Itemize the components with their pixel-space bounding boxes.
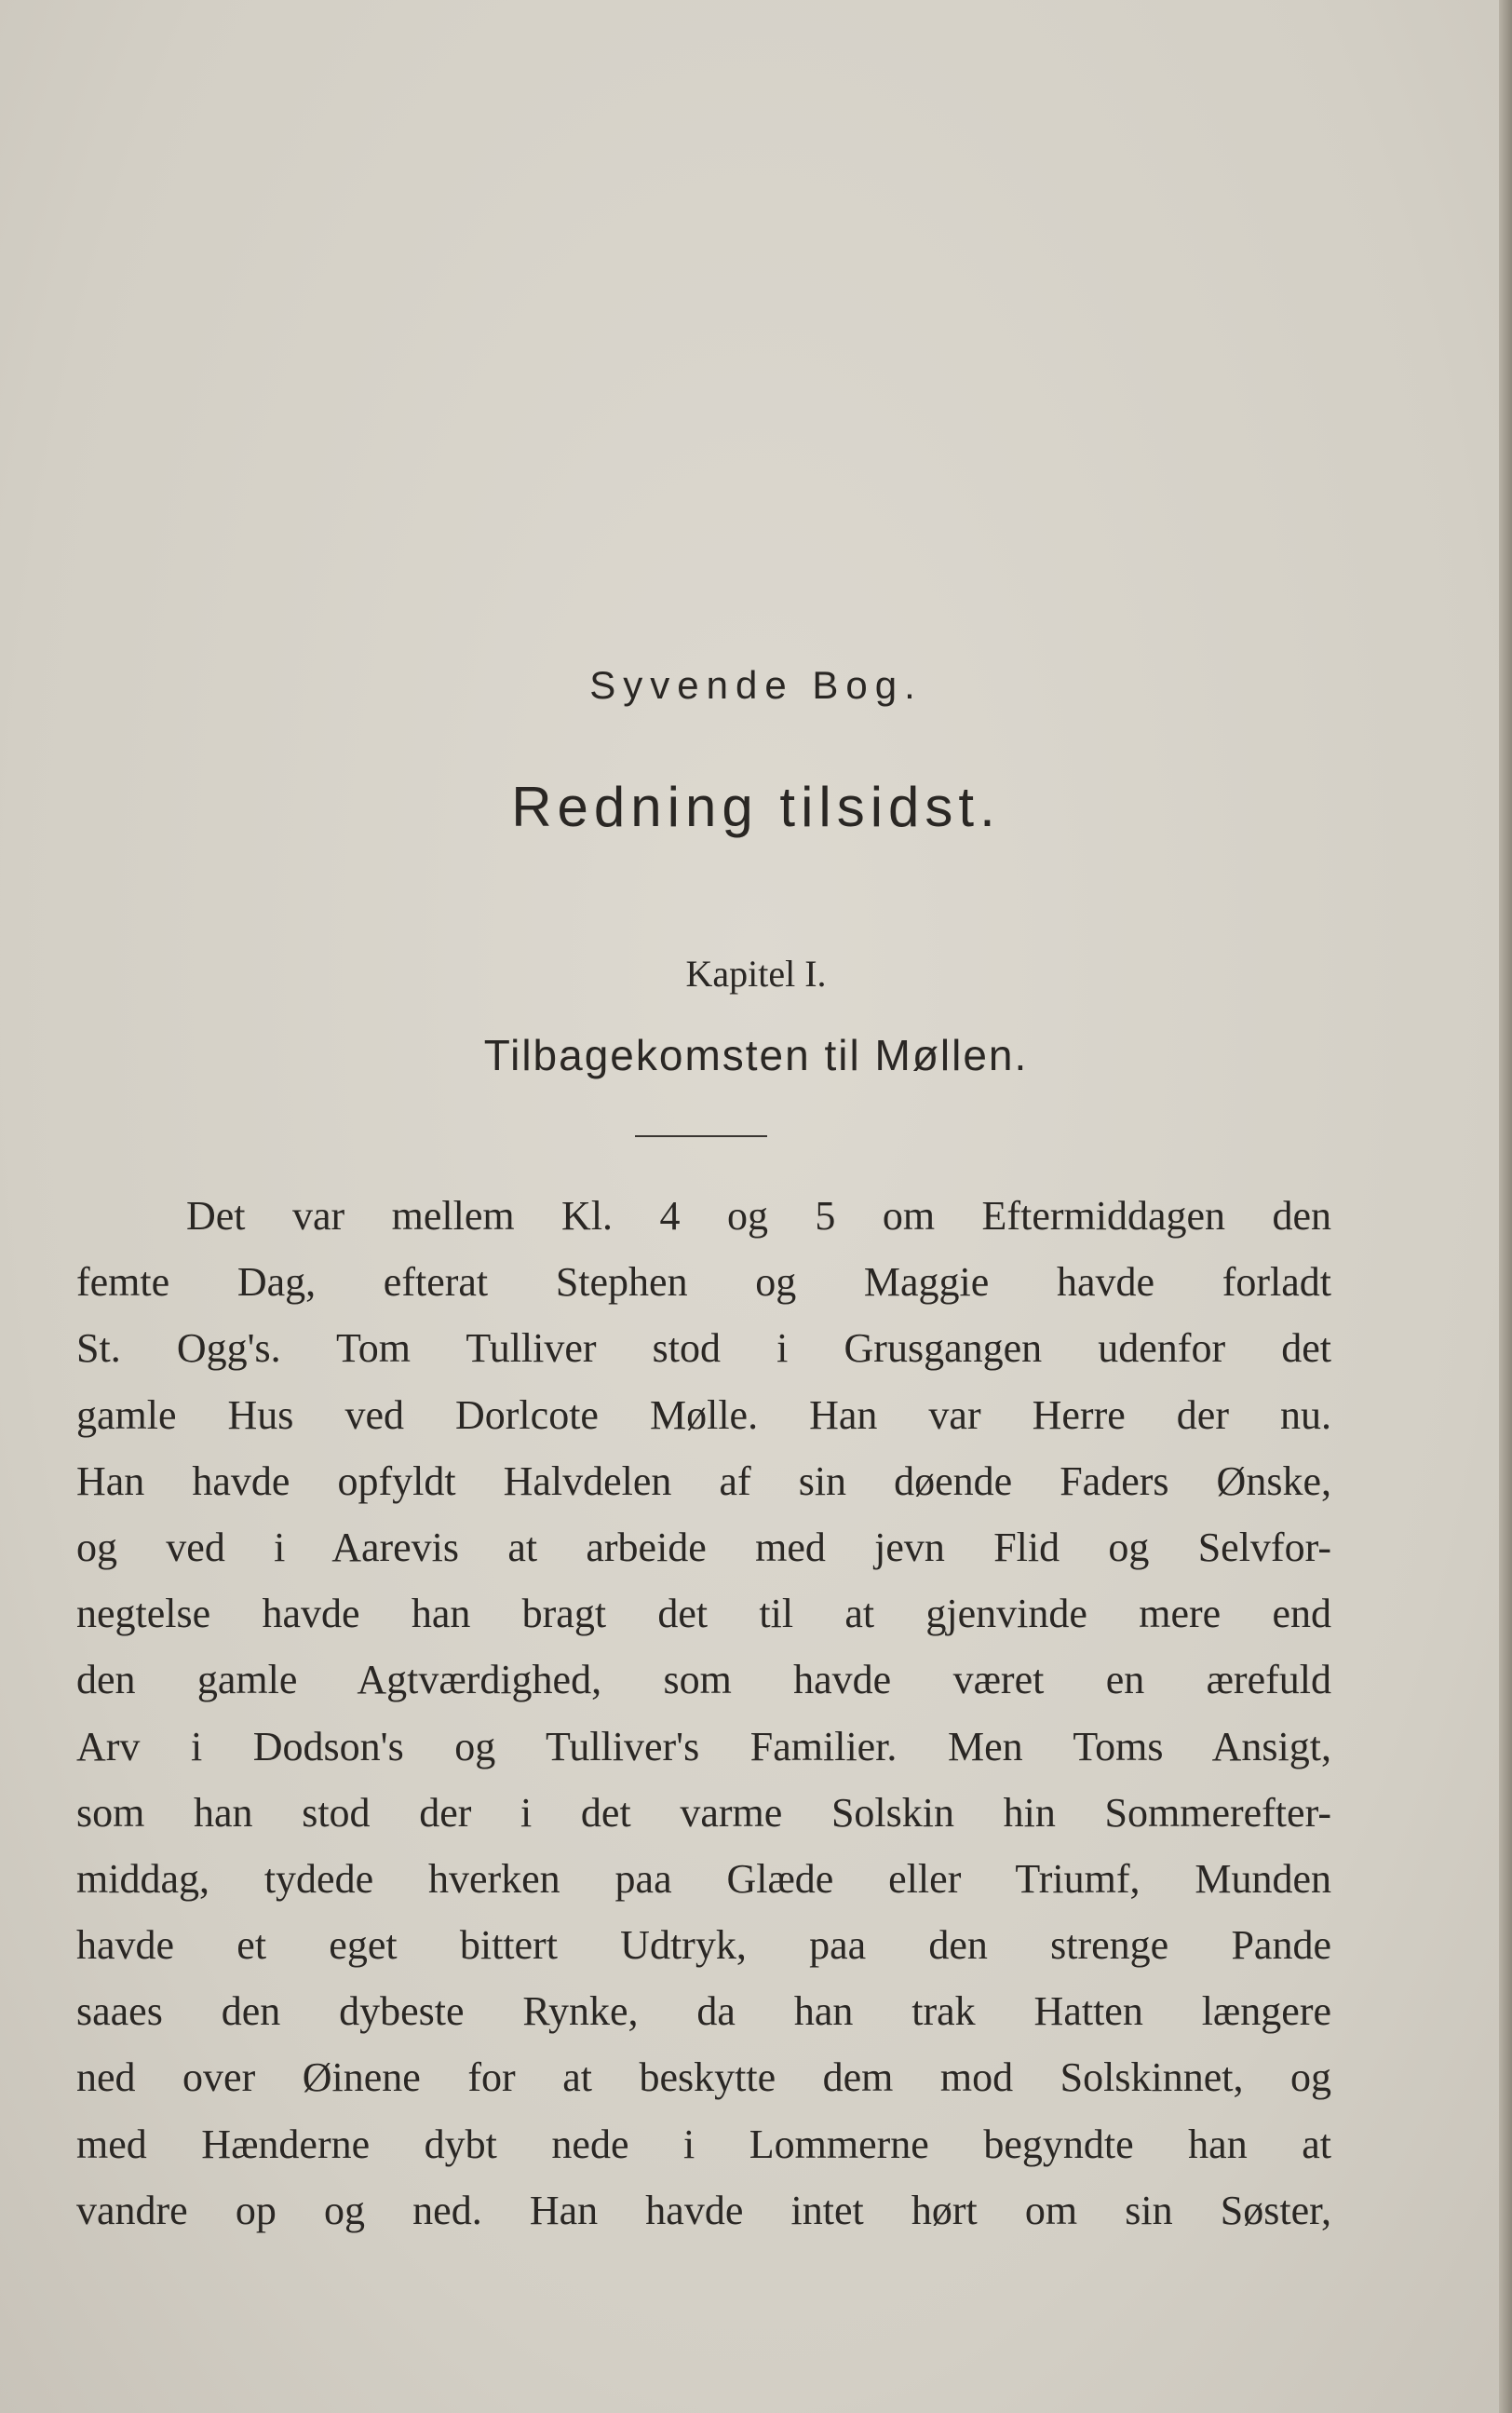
text-line: negtelse havde han bragt det til at gjenvinde mere end <box>76 1591 1331 1637</box>
divider-rule <box>635 1135 767 1137</box>
chapter-title: Tilbagekomsten til Møllen. <box>483 1031 1029 1079</box>
text-line: Arv i Dodson's og Tulliver's Familier. Men Toms Ansigt, <box>76 1723 1331 1769</box>
text-line: saaes den dybeste Rynke, da han trak Hatten længere <box>76 1988 1331 2035</box>
body-text <box>76 1183 1331 2244</box>
text-line: Det var mellem Kl. 4 og 5 om Eftermiddagen den <box>186 1193 1331 1239</box>
book-title: Syvende Bog. <box>589 663 923 707</box>
text-line: vandre op og ned. Han havde intet hørt om sin Søster, <box>76 2187 1331 2233</box>
text-line: med Hænderne dybt nede i Lommerne begyndte han at <box>76 2121 1331 2167</box>
part-title: Redning tilsidst. <box>511 776 1001 838</box>
text-line: som han stod der i det varme Solskin hin Sommerefter- <box>76 1789 1331 1836</box>
text-line: femte Dag, efterat Stephen og Maggie havde forladt <box>76 1259 1331 1306</box>
chapter-label: Kapitel I. <box>685 953 827 995</box>
text-line: gamle Hus ved Dorlcote Mølle. Han var Herre der nu. <box>76 1391 1331 1438</box>
text-line: Han havde opfyldt Halvdelen af sin døende Faders Ønske, <box>76 1457 1331 1504</box>
text-line: middag, tydede hverken paa Glæde eller Triumf, Munden <box>76 1855 1331 1902</box>
text-line: havde et eget bittert Udtryk, paa den strenge Pande <box>76 1922 1331 1969</box>
text-line: ned over Øinene for at beskytte dem mod Solskinnet, og <box>76 2054 1331 2101</box>
text-line: St. Ogg's. Tom Tulliver stod i Grusgangen udenfor det <box>76 1325 1331 1372</box>
text-line: den gamle Agtværdighed, som havde været en ærefuld <box>76 1657 1331 1703</box>
text-line: og ved i Aarevis at arbeide med jevn Flid og Selvfor- <box>76 1524 1331 1570</box>
page-edge <box>1499 0 1512 2413</box>
